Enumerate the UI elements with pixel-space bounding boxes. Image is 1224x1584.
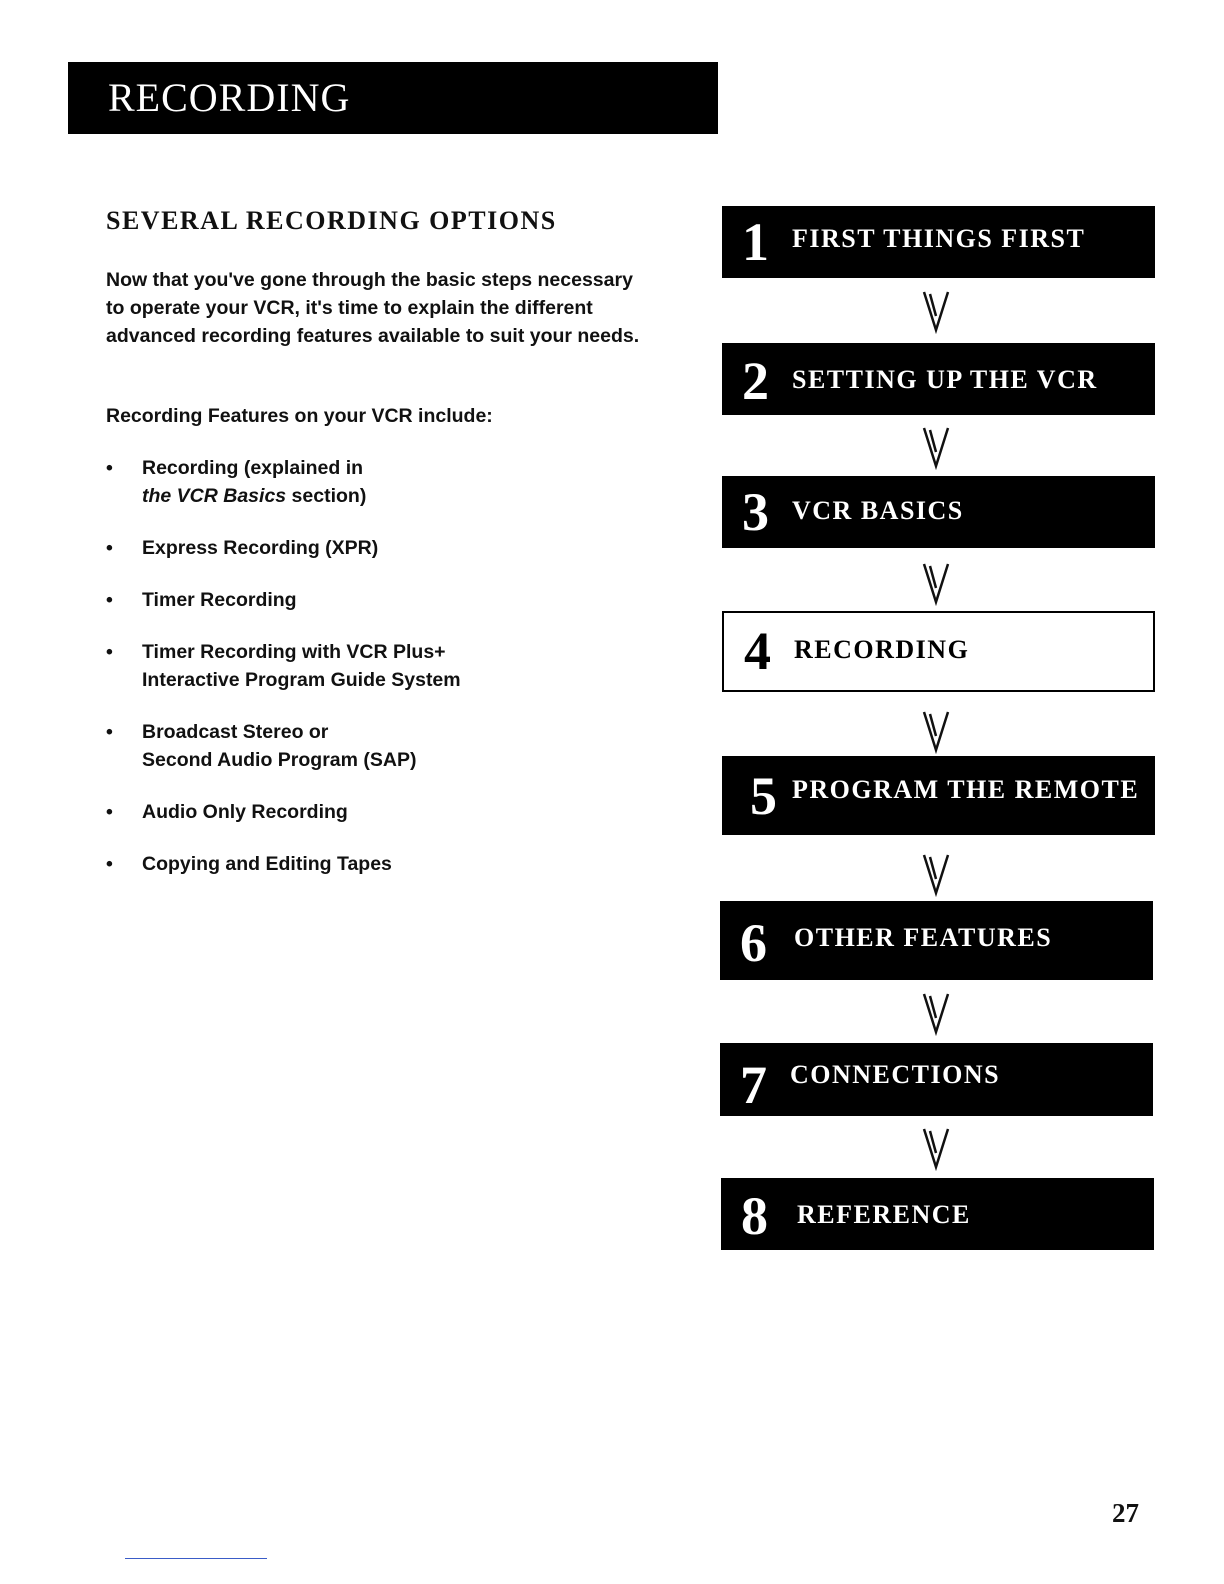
feature-line: Second Audio Program (SAP) bbox=[142, 749, 417, 771]
feature-line: Copying and Editing Tapes bbox=[142, 853, 392, 875]
step-label: SETTING UP THE VCR bbox=[792, 365, 1098, 394]
step-number: 7 bbox=[740, 1055, 767, 1115]
bullet-icon: • bbox=[106, 589, 113, 611]
feature-line: Timer Recording bbox=[142, 589, 297, 611]
step-recording-current bbox=[722, 611, 1155, 692]
bullet-icon: • bbox=[106, 457, 113, 479]
step-reference bbox=[721, 1178, 1154, 1250]
feature-line-suffix: section) bbox=[286, 485, 367, 507]
chapter-title: RECORDING bbox=[108, 75, 351, 120]
bullet-icon: • bbox=[106, 853, 113, 875]
step-number: 4 bbox=[744, 621, 771, 681]
bullet-icon: • bbox=[106, 801, 113, 823]
feature-line: Recording (explained in bbox=[142, 457, 364, 479]
step-first-things-first bbox=[722, 206, 1155, 278]
features-label: Recording Features on your VCR include: bbox=[106, 405, 493, 427]
bullet-icon: • bbox=[106, 641, 113, 663]
down-arrow-icon bbox=[921, 853, 951, 897]
down-arrow-icon bbox=[921, 426, 951, 470]
step-setting-up-vcr bbox=[722, 343, 1155, 415]
feature-italic-ref: the VCR Basics bbox=[142, 485, 287, 507]
feature-line: Timer Recording with VCR Plus+ bbox=[142, 641, 446, 663]
step-program-the-remote bbox=[722, 756, 1155, 835]
footer-rule bbox=[125, 1558, 267, 1559]
feature-line: Express Recording (XPR) bbox=[142, 537, 379, 559]
step-number: 8 bbox=[741, 1186, 768, 1246]
step-label: RECORDING bbox=[794, 635, 970, 664]
bullet-icon: • bbox=[106, 721, 113, 743]
step-number: 5 bbox=[750, 766, 777, 826]
step-label: OTHER FEATURES bbox=[794, 923, 1053, 952]
chapter-header-bar bbox=[68, 62, 718, 134]
step-number: 2 bbox=[742, 351, 769, 411]
step-label: CONNECTIONS bbox=[790, 1060, 1001, 1089]
step-label: VCR BASICS bbox=[792, 496, 964, 525]
section-title: SEVERAL RECORDING OPTIONS bbox=[106, 206, 557, 235]
intro-paragraph: Now that you've gone through the basic steps necessary to operate your VCR, it's time to explain the different advanced recording features available to suit your needs. bbox=[106, 269, 640, 347]
down-arrow-icon bbox=[921, 1127, 951, 1171]
down-arrow-icon bbox=[921, 992, 951, 1036]
down-arrow-icon bbox=[921, 710, 951, 754]
step-other-features bbox=[720, 901, 1153, 980]
feature-line: Broadcast Stereo or bbox=[142, 721, 329, 743]
step-number: 3 bbox=[742, 482, 769, 542]
down-arrow-icon bbox=[921, 562, 951, 606]
step-connections bbox=[720, 1043, 1153, 1116]
step-vcr-basics bbox=[722, 476, 1155, 548]
page-number: 27 bbox=[1112, 1498, 1139, 1528]
step-label: REFERENCE bbox=[797, 1200, 971, 1229]
feature-line: Audio Only Recording bbox=[142, 801, 348, 823]
step-label: FIRST THINGS FIRST bbox=[792, 224, 1086, 253]
step-number: 1 bbox=[742, 212, 769, 272]
step-label: PROGRAM THE REMOTE bbox=[792, 775, 1140, 804]
feature-line: Interactive Program Guide System bbox=[142, 669, 461, 691]
bullet-icon: • bbox=[106, 537, 113, 559]
step-number: 6 bbox=[740, 913, 767, 973]
down-arrow-icon bbox=[921, 290, 951, 334]
